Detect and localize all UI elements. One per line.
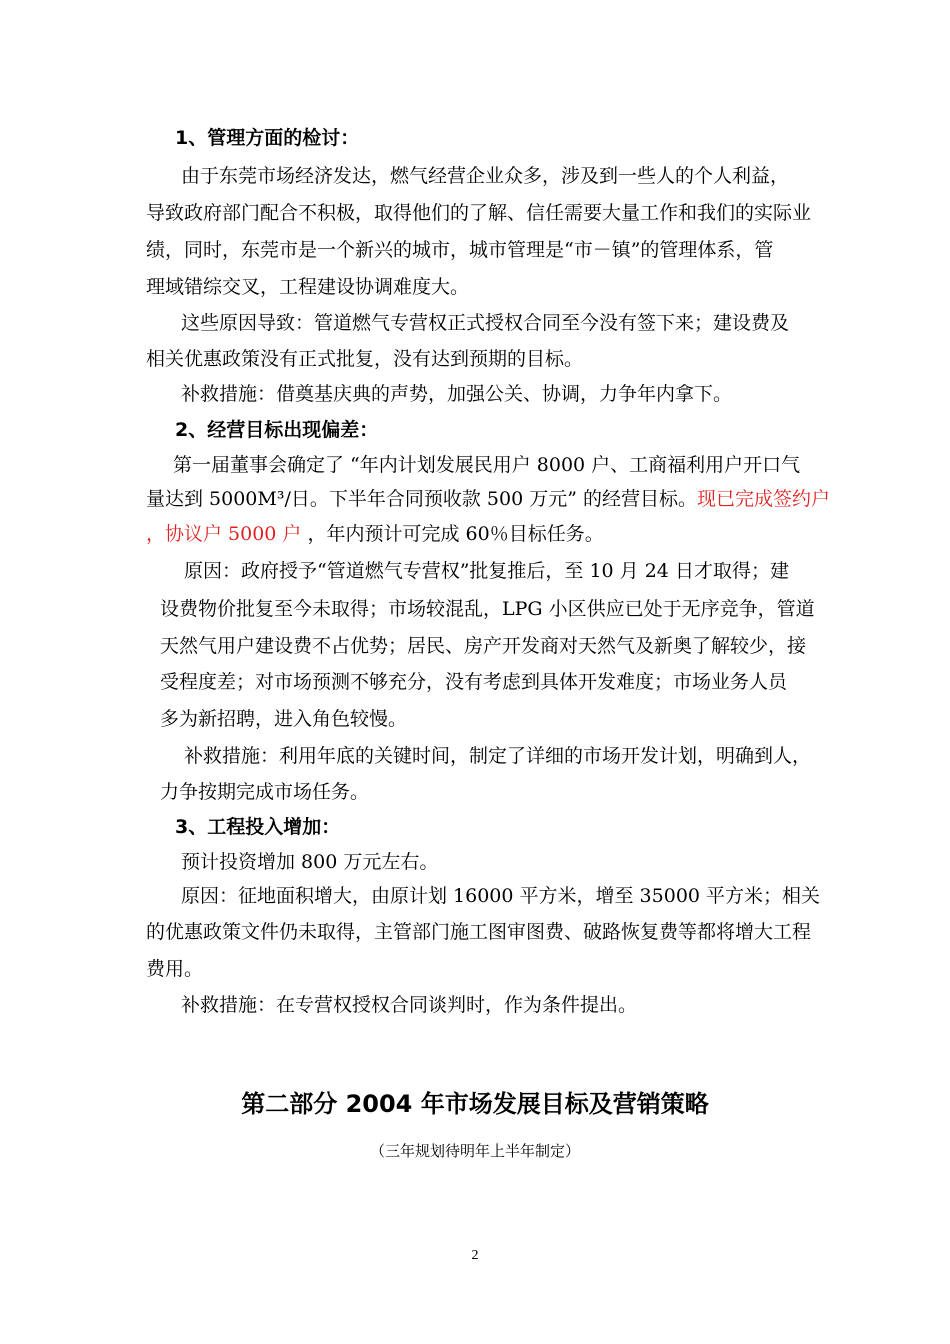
section1-p1-line2: 导致政府部门配合不积极，取得他们的了解、信任需要大量工作和我们的实际业 — [146, 202, 812, 224]
section2-p1-line2 — [146, 487, 830, 511]
section1-p1-line4: 理域错综交叉，工程建设协调难度大。 — [146, 276, 470, 298]
section1-p2-line2: 相关优惠政策没有正式批复，没有达到预期的目标。 — [146, 348, 584, 370]
section3-reason-line2: 的优惠政策文件仍未取得，主管部门施工图审图费、破路恢复费等都将增大工程 — [146, 921, 812, 943]
section3-p1: 预计投资增加 800 万元左右。 — [181, 851, 439, 873]
section3-reason-line1: 原因：征地面积增大，由原计划 16000 平方米，增至 35000 平方米；相关 — [181, 885, 821, 907]
section1-remedy: 补救措施：借奠基庆典的声势，加强公关、协调，力争年内拿下。 — [181, 383, 733, 405]
section2-reason-line2: 设费物价批复至今未取得；市场较混乱，LPG 小区供应已处于无序竞争，管道 — [160, 598, 815, 620]
section2-remedy-line1: 补救措施：利用年底的关键时间，制定了详细的市场开发计划，明确到人， — [184, 745, 812, 767]
section2-remedy-line2: 力争按期完成市场任务。 — [160, 781, 370, 803]
section2-highlight-text-2: ，协议户 5000 户 — [146, 523, 302, 545]
section1-p2-line1: 这些原因导致：管道燃气专营权正式授权合同至今没有签下来；建设费及 — [181, 312, 790, 334]
section2-reason-line3: 天然气用户建设费不占优势；居民、房产开发商对天然气及新奥了解较少，接 — [160, 635, 807, 657]
section2-reason-line1: 原因：政府授予“管道燃气专营权”批复推后，至 10 月 24 日才取得；建 — [184, 560, 789, 582]
section3-remedy: 补救措施：在专营权授权合同谈判时，作为条件提出。 — [181, 994, 638, 1016]
section2-p1-line3-text: ，年内预计可完成 60％目标任务。 — [301, 523, 604, 545]
section2-reason-line4: 受程度差；对市场预测不够充分，没有考虑到具体开发难度；市场业务人员 — [160, 671, 788, 693]
section3-reason-line3: 费用。 — [146, 958, 204, 980]
section1-p1-line3: 绩，同时，东莞市是一个新兴的城市，城市管理是“市－镇”的管理体系，管 — [146, 239, 774, 261]
section2-p1-line2-text: 量达到 5000M³/日。下半年合同预收款 500 万元” 的经营目标。 — [146, 488, 697, 510]
part2-subtitle: （三年规划待明年上半年制定） — [369, 1142, 580, 1160]
section1-heading: 1、管理方面的检讨： — [175, 127, 360, 149]
page-number: 2 — [471, 1248, 479, 1263]
section2-p1-line3 — [146, 522, 604, 546]
section2-heading: 2、经营目标出现偏差： — [175, 419, 379, 441]
section3-heading: 3、工程投入增加： — [175, 816, 341, 838]
section2-highlight-text: 现已完成签约户 — [696, 488, 830, 510]
section2-p1-line1: 第一届董事会确定了 “年内计划发展民用户 8000 户、工商福利用户开口气 — [173, 454, 801, 476]
part2-title: 第二部分 2004 年市场发展目标及营销策略 — [241, 1090, 709, 1118]
section2-reason-line5: 多为新招聘，进入角色较慢。 — [160, 708, 408, 730]
section1-p1-line1: 由于东莞市场经济发达，燃气经营企业众多，涉及到一些人的个人利益， — [181, 165, 790, 187]
